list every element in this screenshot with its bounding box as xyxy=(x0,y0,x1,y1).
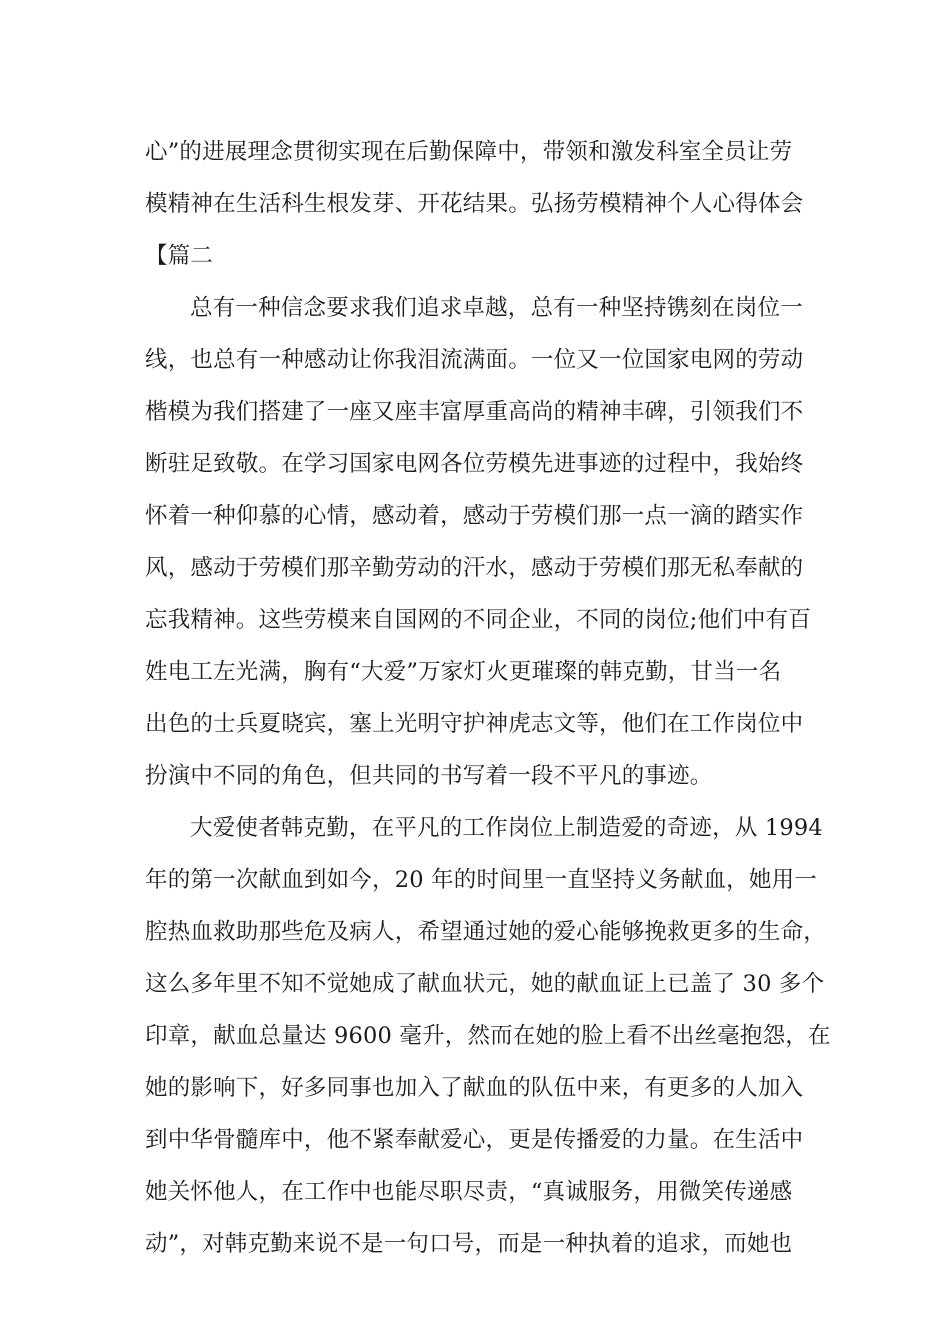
text-line: 到中华骨髓库中，他不紧奉献爱心，更是传播爱的力量。在生活中 xyxy=(145,1127,804,1153)
text-line: 模精神在生活科生根发芽、开花结果。弘扬劳模精神个人心得体会 xyxy=(145,191,804,217)
text-line: 姓电工左光满，胸有“大爱”万家灯火更璀璨的韩克勤，甘当一名 xyxy=(145,659,782,685)
text-line: 风，感动于劳模们那辛勤劳动的汗水，感动于劳模们那无私奉献的 xyxy=(145,555,804,581)
text-line: 楷模为我们搭建了一座又座丰富厚重高尚的精神丰碑，引领我们不 xyxy=(145,399,804,425)
text-line: 动”，对韩克勤来说不是一句口号，而是一种执着的追求，而她也 xyxy=(145,1231,793,1257)
text-line: 她关怀他人，在工作中也能尽职尽责，“真诚服务，用微笑传递感 xyxy=(145,1179,793,1205)
text-line: 线，也总有一种感动让你我泪流满面。一位又一位国家电网的劳动 xyxy=(145,347,804,373)
text-line: 她的影响下，好多同事也加入了献血的队伍中来，有更多的人加入 xyxy=(145,1075,804,1101)
text-line: 年的第一次献血到如今，20 年的时间里一直坚持义务献血，她用一 xyxy=(145,867,817,893)
text-line: 怀着一种仰慕的心情，感动着，感动于劳模们那一点一滴的踏实作 xyxy=(145,503,804,529)
text-line: 印章，献血总量达 9600 毫升，然而在她的脸上看不出丝毫抱怨，在 xyxy=(145,1023,831,1049)
text-line: 这么多年里不知不觉她成了献血状元，她的献血证上已盖了 30 多个 xyxy=(145,971,825,997)
text-line: 腔热血救助那些危及病人，希望通过她的爱心能够挽救更多的生命， xyxy=(145,919,827,945)
text-line: 扮演中不同的角色，但共同的书写着一段不平凡的事迹。 xyxy=(145,763,713,789)
text-line: 忘我精神。这些劳模来自国网的不同企业，不同的岗位;他们中有百 xyxy=(145,607,812,633)
section-heading: 【篇二 xyxy=(145,243,214,269)
text-line: 心”的进展理念贯彻实现在后勤保障中，带领和激发科室全员让劳 xyxy=(145,139,793,165)
paragraph-first-line: 总有一种信念要求我们追求卓越，总有一种坚持镌刻在岗位一 xyxy=(190,295,803,321)
text-line: 出色的士兵夏晓宾，塞上光明守护神虎志文等，他们在工作岗位中 xyxy=(145,711,804,737)
paragraph-first-line: 大爱使者韩克勤，在平凡的工作岗位上制造爱的奇迹，从 1994 xyxy=(190,815,823,841)
text-line: 断驻足致敬。在学习国家电网各位劳模先进事迹的过程中，我始终 xyxy=(145,451,804,477)
